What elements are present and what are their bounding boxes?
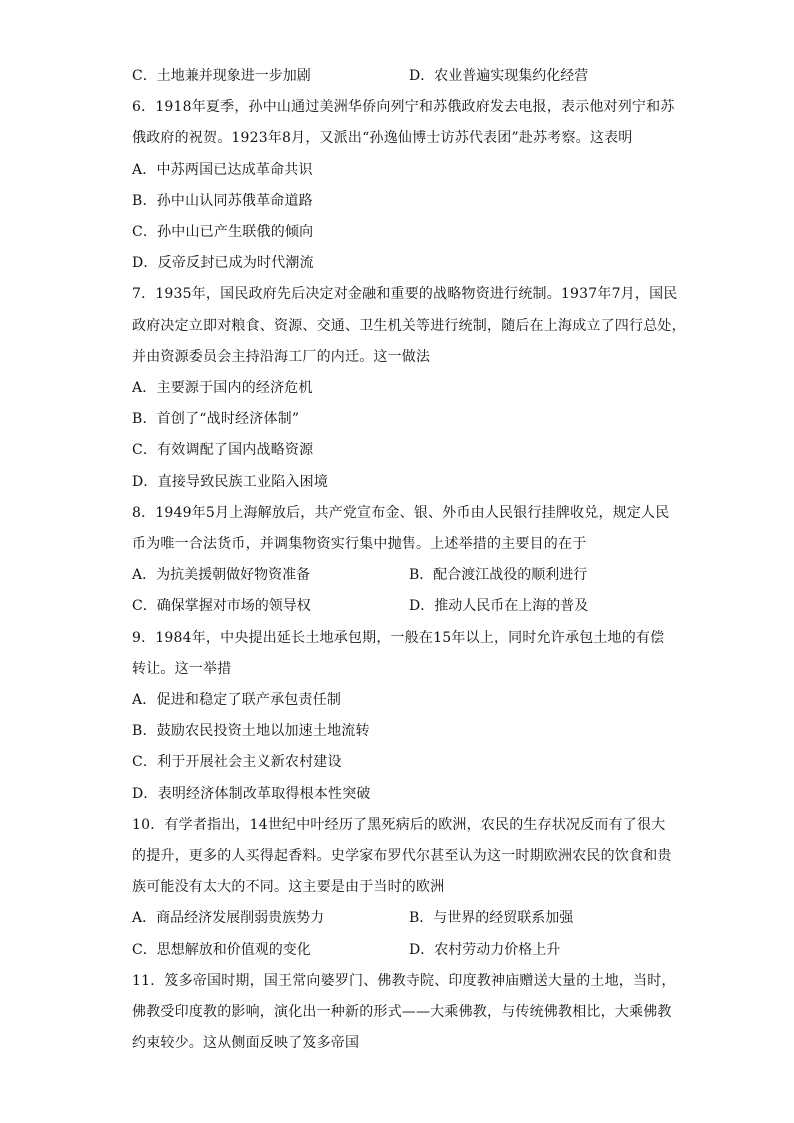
text-line: 9．1984年，中央提出延长土地承包期，一般在15年以上，同时允许承包土地的有偿 — [132, 630, 665, 646]
text-line: A．中苏两国已达成革命共识 — [132, 162, 313, 178]
text-line: 并由资源委员会主持沿海工厂的内迁。这一做法 — [132, 349, 431, 365]
text-line: B．孙中山认同苏俄革命道路 — [132, 193, 313, 209]
text-line: 6．1918年夏季，孙中山通过美洲华侨向列宁和苏俄政府发去电报，表示他对列宁和苏 — [132, 99, 675, 115]
text-line: 佛教受印度教的影响，演化出一种新的形式——大乘佛教，与传统佛教相比，大乘佛教 — [132, 1004, 672, 1020]
text-line: B．首创了“战时经济体制” — [132, 411, 300, 427]
text-line: 的提升，更多的人买得起香料。史学家布罗代尔甚至认为这一时期欧洲农民的饮食和贵 — [132, 848, 672, 864]
text-line: 约束较少。这从侧面反映了笈多帝国 — [132, 1035, 360, 1051]
option-text: C．确保掌握对市场的领导权 — [132, 598, 311, 614]
text-line: D．直接导致民族工业陷入困境 — [132, 474, 329, 490]
option-text: C．思想解放和价值观的变化 — [132, 942, 311, 958]
text-line: 俄政府的祝贺。1923年8月，又派出“孙逸仙博士访苏代表团”赴苏考察。这表明 — [132, 130, 633, 146]
text-line: B．鼓励农民投资土地以加速土地流转 — [132, 723, 370, 739]
text-line: 转让。这一举措 — [132, 661, 232, 677]
text-line: C．孙中山已产生联俄的倾向 — [132, 224, 314, 240]
option-text: B．与世界的经贸联系加强 — [409, 910, 574, 926]
text-line: 11．笈多帝国时期，国王常向婆罗门、佛教寺院、印度教神庙赠送大量的土地，当时， — [132, 973, 676, 989]
text-line: D．反帝反封已成为时代潮流 — [132, 255, 314, 271]
text-line: 7．1935年，国民政府先后决定对金融和重要的战略物资进行统制。1937年7月，国民 — [132, 286, 678, 302]
text-line: 政府决定立即对粮食、资源、交通、卫生机关等进行统制，随后在上海成立了四行总处， — [132, 318, 686, 334]
option-text: A．为抗美援朝做好物资准备 — [132, 567, 311, 583]
text-line: C．利于开展社会主义新农村建设 — [132, 754, 342, 770]
text-line: 10．有学者指出，14世纪中叶经历了黑死病后的欧洲，农民的生存状况反而有了很大 — [132, 817, 666, 833]
option-row — [132, 940, 692, 960]
option-text: D．农业普遍实现集约化经营 — [409, 68, 589, 84]
option-row — [132, 596, 692, 616]
option-text: D．推动人民币在上海的普及 — [409, 598, 589, 614]
text-line: C．有效调配了国内战略资源 — [132, 442, 314, 458]
text-line: A．促进和稳定了联产承包责任制 — [132, 692, 342, 708]
text-line: 8．1949年5月上海解放后，共产党宣布金、银、外币由人民银行挂牌收兑，规定人民 — [132, 505, 670, 521]
option-row — [132, 908, 692, 928]
option-text: D．农村劳动力价格上升 — [409, 942, 561, 958]
text-line: A．主要源于国内的经济危机 — [132, 380, 313, 396]
text-line: 族可能没有太大的不同。这主要是由于当时的欧洲 — [132, 879, 445, 895]
option-text: C．土地兼并现象进一步加剧 — [132, 68, 311, 84]
option-text: B．配合渡江战役的顺利进行 — [409, 567, 588, 583]
option-row — [132, 66, 692, 86]
option-row — [132, 565, 692, 585]
text-line: 币为唯一合法货币，并调集物资实行集中抛售。上述举措的主要目的在于 — [132, 536, 587, 552]
option-text: A．商品经济发展削弱贵族势力 — [132, 910, 325, 926]
text-line: D．表明经济体制改革取得根本性突破 — [132, 786, 371, 802]
